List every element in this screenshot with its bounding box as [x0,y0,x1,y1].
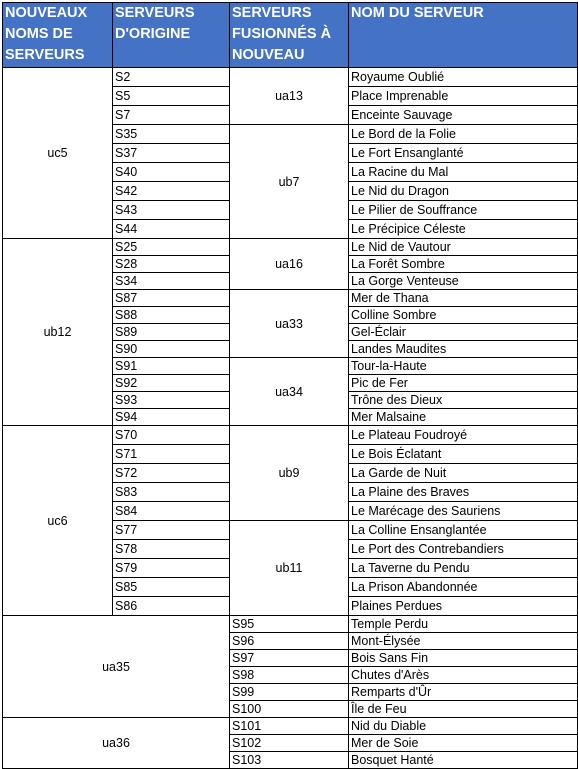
origin-server-cell: S88 [113,307,230,324]
origin-server-cell: S77 [113,521,230,540]
table-row [3,718,578,735]
server-name-cell: Le Bois Éclatant [349,445,578,464]
server-name-cell: Le Pilier de Souffrance [349,201,578,220]
merged-server-cell: ua16 [230,239,349,290]
server-name-cell: Temple Perdu [349,616,578,633]
merged-server-cell: ub9 [230,426,349,521]
server-name-cell: Trône des Dieux [349,392,578,409]
server-name-cell: La Racine du Mal [349,163,578,182]
server-name-cell: Le Nid de Vautour [349,239,578,256]
origin-server-cell: S93 [113,392,230,409]
server-name-cell: Enceinte Sauvage [349,106,578,125]
origin-server-cell: S72 [113,464,230,483]
origin-server-cell: S35 [113,125,230,144]
origin-server-cell: S95 [230,616,349,633]
server-name-cell: Le Plateau Foudroyé [349,426,578,445]
origin-server-cell: S28 [113,256,230,273]
new-server-name-cell: ua35 [3,616,230,718]
new-server-name-cell: ua36 [3,718,230,769]
server-name-cell: Mer Malsaine [349,409,578,426]
merged-server-cell: ub11 [230,521,349,616]
server-name-cell: La Gorge Venteuse [349,273,578,290]
header-origin-servers: SERVEURS D'ORIGINE [113,3,230,68]
server-name-cell: Bois Sans Fin [349,650,578,667]
origin-server-cell: S85 [113,578,230,597]
server-name-cell: Tour-la-Haute [349,358,578,375]
header-merged-servers: SERVEURS FUSIONNÉS À NOUVEAU [230,3,349,68]
server-name-cell: Le Bord de la Folie [349,125,578,144]
header-server-name: NOM DU SERVEUR [349,3,578,68]
server-name-cell: La Taverne du Pendu [349,559,578,578]
table-row [3,68,578,87]
origin-server-cell: S87 [113,290,230,307]
origin-server-cell: S98 [230,667,349,684]
table-row [3,426,578,445]
server-name-cell: La Garde de Nuit [349,464,578,483]
merged-server-cell: ua33 [230,290,349,358]
origin-server-cell: S5 [113,87,230,106]
server-name-cell: La Plaine des Braves [349,483,578,502]
origin-server-cell: S86 [113,597,230,616]
origin-server-cell: S34 [113,273,230,290]
server-merge-table [2,2,578,769]
server-name-cell: Chutes d'Arès [349,667,578,684]
server-name-cell: Plaines Perdues [349,597,578,616]
origin-server-cell: S91 [113,358,230,375]
header-new-names: NOUVEAUX NOMS DE SERVEURS [3,3,113,68]
server-name-cell: Pic de Fer [349,375,578,392]
server-name-cell: Bosquet Hanté [349,752,578,769]
origin-server-cell: S43 [113,201,230,220]
server-name-cell: Royaume Oublié [349,68,578,87]
new-server-name-cell: ub12 [3,239,113,426]
server-name-cell: Le Nid du Dragon [349,182,578,201]
origin-server-cell: S40 [113,163,230,182]
origin-server-cell: S2 [113,68,230,87]
origin-server-cell: S90 [113,341,230,358]
new-server-name-cell: uc6 [3,426,113,616]
table-row [3,239,578,256]
server-name-cell: La Colline Ensanglantée [349,521,578,540]
origin-server-cell: S37 [113,144,230,163]
server-name-cell: Mer de Thana [349,290,578,307]
new-server-name-cell: uc5 [3,68,113,239]
server-name-cell: Mont-Élysée [349,633,578,650]
origin-server-cell: S78 [113,540,230,559]
server-name-cell: Gel-Éclair [349,324,578,341]
origin-server-cell: S79 [113,559,230,578]
server-name-cell: Île de Feu [349,701,578,718]
origin-server-cell: S44 [113,220,230,239]
origin-server-cell: S92 [113,375,230,392]
table-header [3,3,578,68]
origin-server-cell: S103 [230,752,349,769]
server-name-cell: Nid du Diable [349,718,578,735]
server-name-cell: Le Précipice Céleste [349,220,578,239]
server-name-cell: Remparts d'Ûr [349,684,578,701]
server-name-cell: Landes Maudites [349,341,578,358]
origin-server-cell: S100 [230,701,349,718]
origin-server-cell: S102 [230,735,349,752]
origin-server-cell: S101 [230,718,349,735]
origin-server-cell: S84 [113,502,230,521]
origin-server-cell: S99 [230,684,349,701]
server-name-cell: La Forêt Sombre [349,256,578,273]
origin-server-cell: S7 [113,106,230,125]
origin-server-cell: S25 [113,239,230,256]
server-name-cell: Le Port des Contrebandiers [349,540,578,559]
origin-server-cell: S94 [113,409,230,426]
origin-server-cell: S89 [113,324,230,341]
origin-server-cell: S42 [113,182,230,201]
origin-server-cell: S83 [113,483,230,502]
origin-server-cell: S71 [113,445,230,464]
server-name-cell: La Prison Abandonnée [349,578,578,597]
server-name-cell: Le Fort Ensanglanté [349,144,578,163]
origin-server-cell: S70 [113,426,230,445]
origin-server-cell: S96 [230,633,349,650]
merged-server-cell: ua34 [230,358,349,426]
merged-server-cell: ua13 [230,68,349,125]
table-body [3,68,578,769]
table-row [3,616,578,633]
server-name-cell: Place Imprenable [349,87,578,106]
server-name-cell: Mer de Soie [349,735,578,752]
server-name-cell: Colline Sombre [349,307,578,324]
server-name-cell: Le Marécage des Sauriens [349,502,578,521]
origin-server-cell: S97 [230,650,349,667]
merged-server-cell: ub7 [230,125,349,239]
header-row [3,3,578,68]
